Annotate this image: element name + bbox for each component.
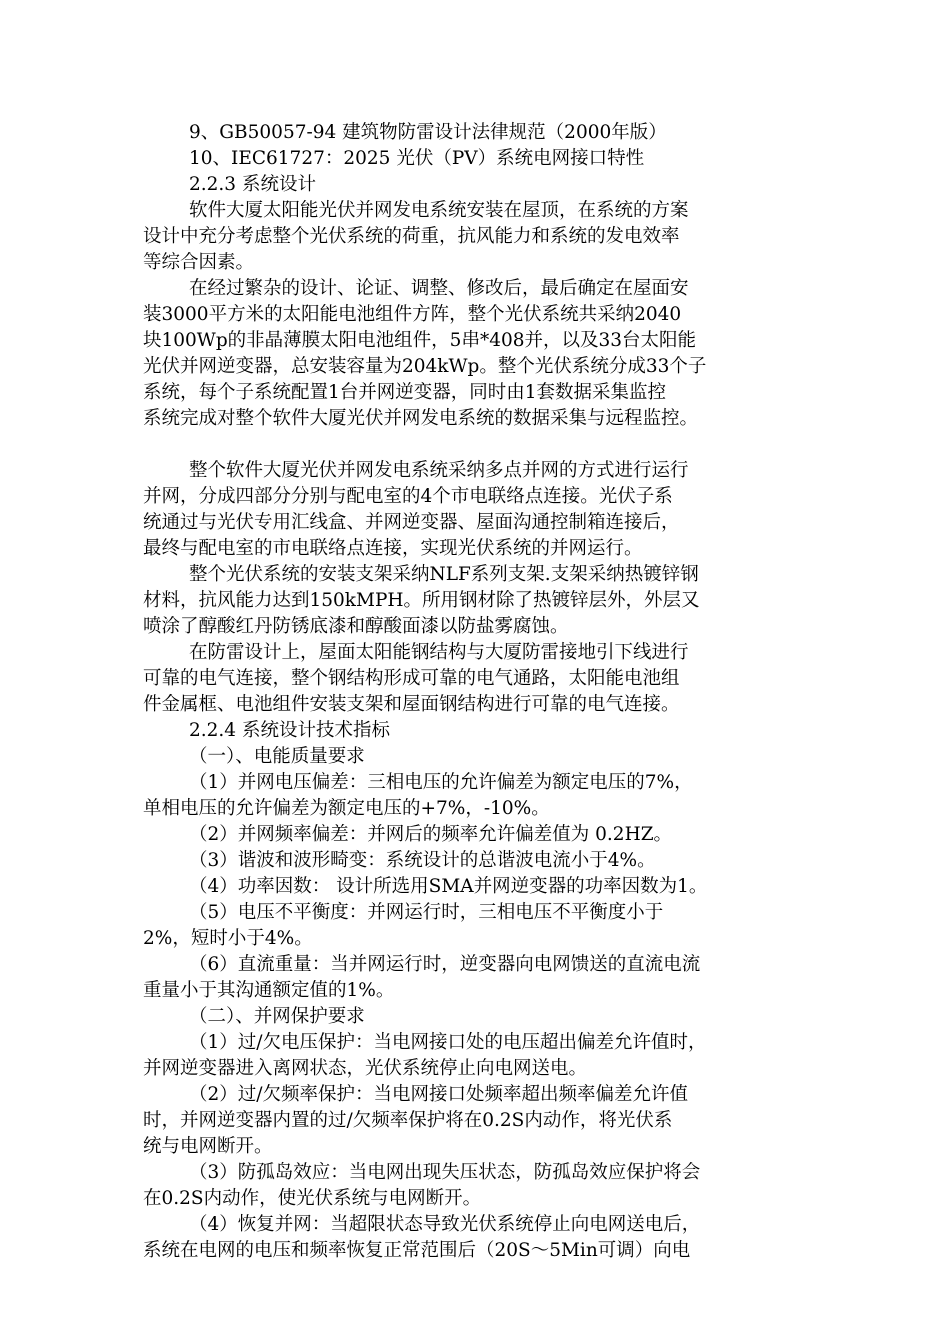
text-line: 2.2.3 系统设计 (189, 174, 316, 195)
text-line: （3）谐波和波形畸变：系统设计的总谐波电流小于4%。 (189, 850, 656, 871)
text-line: 统与电网断开。 (143, 1136, 273, 1157)
text-line: 材料，抗风能力达到150kMPH。所用钢材除了热镀锌层外，外层又 (143, 590, 700, 611)
text-line: （4）恢复并网：当超限状态导致光伏系统停止向电网送电后， (189, 1214, 701, 1235)
text-line: 重量小于其沟通额定值的1%。 (143, 980, 395, 1001)
text-line: 9、GB50057-94 建筑物防雷设计法律规范（2000年版） (189, 122, 667, 143)
text-line: 2%，短时小于4%。 (143, 928, 313, 949)
blank-line (143, 432, 807, 458)
text-line: （3）防孤岛效应：当电网出现失压状态，防孤岛效应保护将会 (189, 1162, 701, 1183)
text-line: 2.2.4 系统设计技术指标 (189, 720, 390, 741)
text-line: 并网，分成四部分分别与配电室的4个市电联络点连接。光伏子系 (143, 486, 673, 507)
text-line: （2）并网频率偏差：并网后的频率允许偏差值为 0.2HZ。 (189, 824, 673, 845)
text-line: 可靠的电气连接，整个钢结构形成可靠的电气通路，太阳能电池组 (143, 668, 680, 689)
text-line: （二）、并网保护要求 (189, 1006, 365, 1027)
text-line: 块100Wp的非晶薄膜太阳电池组件，5串*408并，以及33台太阳能 (143, 330, 697, 351)
text-line: 在0.2S内动作，使光伏系统与电网断开。 (143, 1188, 482, 1209)
text-line: 软件大厦太阳能光伏并网发电系统安装在屋顶，在系统的方案 (189, 200, 689, 221)
text-line: 系统，每个子系统配置1台并网逆变器，同时由1套数据采集监控 (143, 382, 667, 403)
text-line: 件金属框、电池组件安装支架和屋面钢结构进行可靠的电气连接。 (143, 694, 680, 715)
text-line: 系统在电网的电压和频率恢复正常范围后（20S～5Min可调）向电 (143, 1240, 691, 1261)
text-line: 并网逆变器进入离网状态，光伏系统停止向电网送电。 (143, 1058, 588, 1079)
text-line: 统通过与光伏专用汇线盒、并网逆变器、屋面沟通控制箱连接后， (143, 512, 680, 533)
text-line: 在防雷设计上，屋面太阳能钢结构与大厦防雷接地引下线进行 (189, 642, 689, 663)
text-line: 最终与配电室的市电联络点连接，实现光伏系统的并网运行。 (143, 538, 643, 559)
text-line: 10、IEC61727：2025 光伏（PV）系统电网接口特性 (189, 148, 645, 169)
text-line: 光伏并网逆变器，总安装容量为204kWp。整个光伏系统分成33个子 (143, 356, 707, 377)
text-line: （一）、电能质量要求 (189, 746, 365, 767)
text-line: 整个软件大厦光伏并网发电系统采纳多点并网的方式进行运行 (189, 460, 689, 481)
text-line: 等综合因素。 (143, 252, 255, 273)
text-line: 在经过繁杂的设计、论证、调整、修改后，最后确定在屋面安 (189, 278, 689, 299)
text-line: （1）过/欠电压保护：当电网接口处的电压超出偏差允许值时， (189, 1032, 707, 1053)
document-body (143, 120, 807, 1264)
text-line: （6）直流重量：当并网运行时，逆变器向电网馈送的直流电流 (189, 954, 701, 975)
text-line: 时，并网逆变器内置的过/欠频率保护将在0.2S内动作，将光伏系 (143, 1110, 673, 1131)
text-line: （4）功率因数： 设计所选用SMA并网逆变器的功率因数为1。 (189, 876, 708, 897)
text-line: （5）电压不平衡度：并网运行时，三相电压不平衡度小于 (189, 902, 664, 923)
text-line: （2）过/欠频率保护：当电网接口处频率超出频率偏差允许值 (189, 1084, 689, 1105)
text-line: （1）并网电压偏差：三相电压的允许偏差为额定电压的7%， (189, 772, 693, 793)
text-line: 喷涂了醇酸红丹防锈底漆和醇酸面漆以防盐雾腐蚀。 (143, 616, 569, 637)
text-line: 设计中充分考虑整个光伏系统的荷重，抗风能力和系统的发电效率 (143, 226, 680, 247)
text-line: 单相电压的允许偏差为额定电压的+7%，-10%。 (143, 798, 550, 819)
text-line: 装3000平方米的太阳能电池组件方阵，整个光伏系统共采纳2040 (143, 304, 682, 325)
text-line: 整个光伏系统的安装支架采纳NLF系列支架.支架采纳热镀锌钢 (189, 564, 699, 585)
text-line: 系统完成对整个软件大厦光伏并网发电系统的数据采集与远程监控。 (143, 408, 699, 429)
